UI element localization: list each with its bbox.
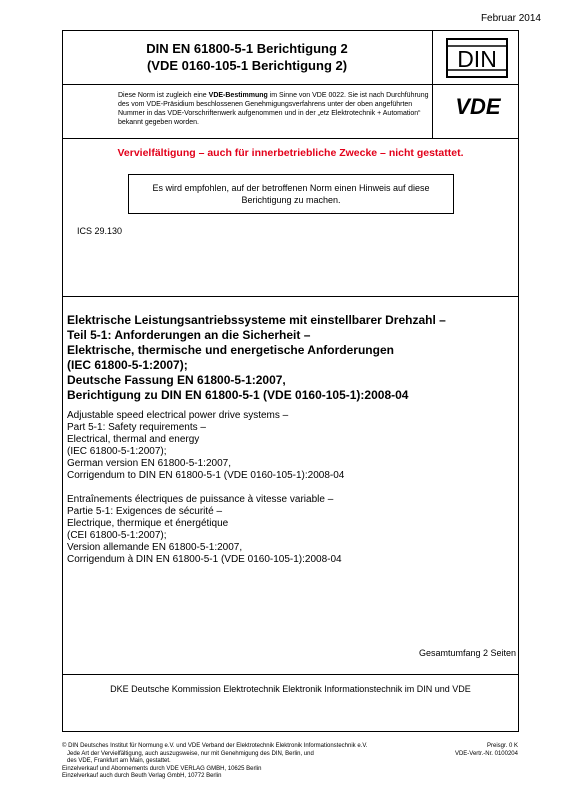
title-de-line: Elektrische, thermische und energetische Anforderungen — [67, 343, 394, 357]
title-fr-line: Electrique, thermique et énergétique — [67, 518, 229, 529]
title-fr-line: Partie 5-1: Exigences de sécurité – — [67, 506, 223, 517]
notice-text-bold: VDE-Bestimmung — [208, 92, 268, 99]
price-group: Preisgr. 0 K — [486, 743, 518, 749]
footer-copyright — [62, 743, 442, 781]
publication-date: Februar 2014 — [480, 13, 541, 24]
title-en-line: Electrical, thermal and energy — [67, 434, 200, 445]
din-logo — [446, 38, 508, 78]
footer-line: Jede Art der Vervielfältigung, auch auszugsweise, nur mit Genehmigung des DIN, Berlin, und — [62, 750, 314, 757]
title-en-line: (IEC 61800-5-1:2007); — [67, 446, 167, 457]
total-pages: Gesamtumfang 2 Seiten — [418, 648, 516, 658]
ics-code: ICS 29.130 — [77, 226, 123, 236]
vde-notice — [118, 91, 431, 127]
din-logo-text: DIN — [457, 46, 497, 72]
recommendation-text: Es wird empfohlen, auf der betroffenen Norm einen Hinweis auf diese Berichtigung zu machen. — [152, 183, 430, 205]
notice-text-after: im Sinne von VDE 0022. Sie ist nach Durchführung des vom VDE-Präsidium beschlossenen Genehmigungsverfahrens unter der oben angeführten Nummer in das VDE-Vorschriftenwerk aufgenommen und in der „etz Elektrotechnik + Automation“ bekannt gegeben worden. — [118, 92, 429, 126]
title-en-line: Part 5-1: Safety requirements – — [67, 422, 206, 433]
footer-line: © DIN Deutsches Institut für Normung e.V. und VDE Verband der Elektrotechnik Elektronik Informationstechnik e.V. — [62, 743, 368, 749]
divider-logo-column — [432, 30, 433, 139]
divider-notice — [62, 138, 519, 139]
footer-order-info — [455, 743, 518, 758]
divider-titles — [62, 296, 519, 297]
title-fr-line: Version allemande EN 61800-5-1:2007, — [67, 542, 243, 553]
vde-logo-text: VDE — [455, 95, 501, 117]
vde-order-number: VDE-Vertr.-Nr. 0100204 — [454, 750, 518, 757]
title-line-1: DIN EN 61800-5-1 Berichtigung 2 — [146, 41, 348, 56]
notice-text-before: Diese Norm ist zugleich eine — [118, 92, 209, 99]
title-line-2: (VDE 0160-105-1 Berichtigung 2) — [146, 58, 348, 73]
vde-logo — [444, 95, 512, 117]
title-fr-line: (CEI 61800-5-1:2007); — [67, 530, 167, 541]
footer-line: des VDE, Frankfurt am Main, gestattet. — [62, 758, 171, 764]
title-de-line: Elektrische Leistungsantriebssysteme mit einstellbarer Drehzahl – — [67, 313, 446, 327]
footer-line: Einzelverkauf auch durch Beuth Verlag GmbH, 10772 Berlin — [62, 773, 222, 779]
title-de-line: Berichtigung zu DIN EN 61800-5-1 (VDE 0160-105-1):2008-04 — [67, 388, 409, 402]
title-fr-line: Corrigendum à DIN EN 61800-5-1 (VDE 0160-105-1):2008-04 — [67, 554, 342, 565]
title-de-line: Deutsche Fassung EN 61800-5-1:2007, — [67, 373, 286, 387]
dke-line: DKE Deutsche Kommission Elektrotechnik Elektronik Informationstechnik im DIN und VDE — [110, 684, 471, 694]
title-en-line: Adjustable speed electrical power drive systems – — [67, 410, 289, 421]
title-de-line: (IEC 61800-5-1:2007); — [67, 358, 188, 372]
document-title — [62, 40, 432, 74]
footer-line: Einzelverkauf und Abonnements durch VDE VERLAG GMBH, 10625 Berlin — [62, 765, 262, 772]
title-en-line: Corrigendum to DIN EN 61800-5-1 (VDE 0160-105-1):2008-04 — [67, 470, 345, 481]
title-english — [67, 410, 507, 482]
title-de-line: Teil 5-1: Anforderungen an die Sicherheit – — [67, 328, 311, 342]
recommendation-box — [128, 174, 454, 214]
divider-header — [62, 84, 519, 85]
title-german — [67, 313, 517, 403]
title-french — [67, 494, 507, 566]
copy-warning: Vervielfältigung – auch für innerbetriebliche Zwecke – nicht gestattet. — [117, 147, 464, 159]
title-fr-line: Entraînements électriques de puissance à vitesse variable – — [67, 494, 334, 505]
title-en-line: German version EN 61800-5-1:2007, — [67, 458, 231, 469]
divider-pages — [62, 674, 519, 675]
